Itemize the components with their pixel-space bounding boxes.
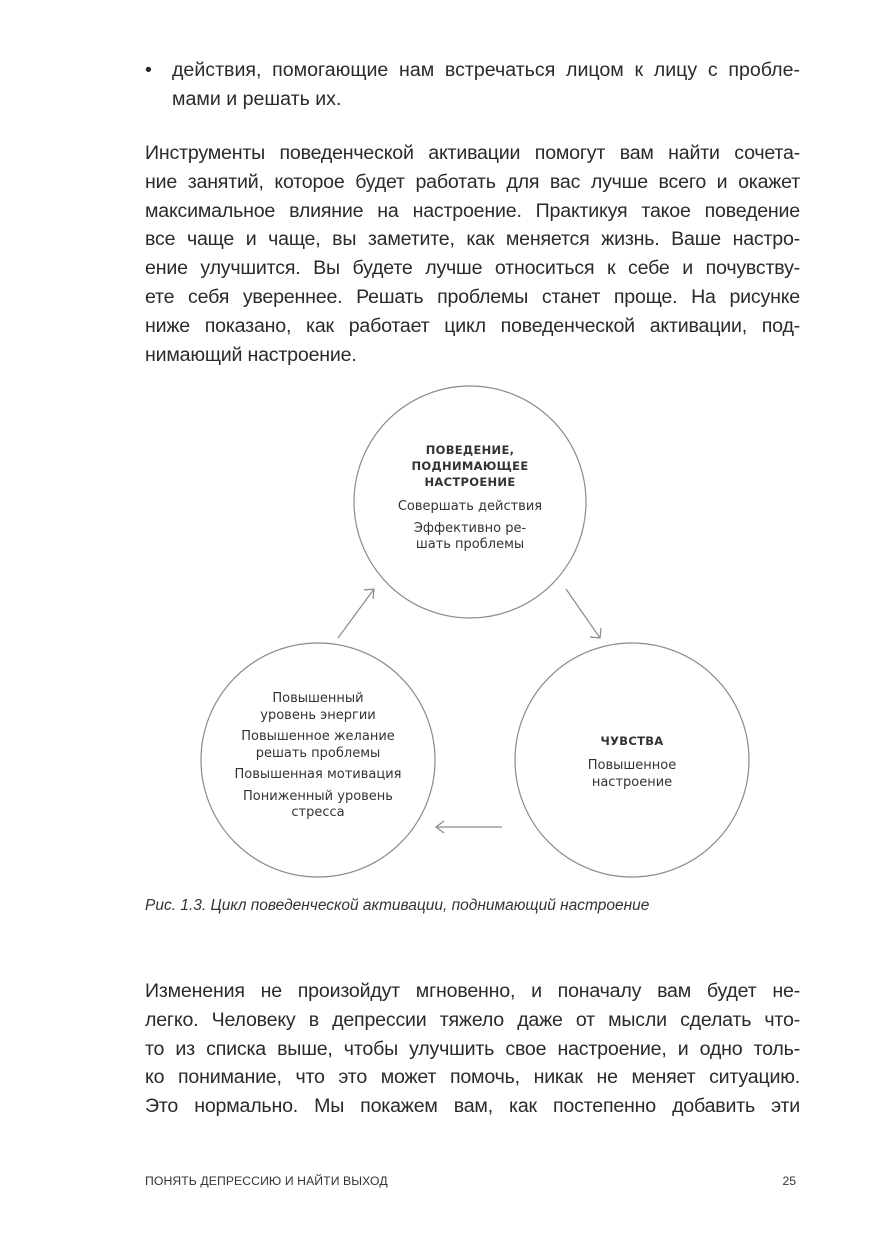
text-line: действия, помогающие нам встречаться лицом к лицу с пробле- <box>172 59 800 81</box>
item-line: Эффективно ре- <box>413 520 527 536</box>
item-line: Пониженный уровень <box>243 788 393 804</box>
bullet-marker: • <box>145 59 152 81</box>
title-line: ПОДНИМАЮЩЕЕ <box>411 459 529 473</box>
text-line: нимающий настроение. <box>145 343 357 366</box>
text-line: ниже показано, как работает цикл поведенческой активации, под- <box>145 314 800 337</box>
item-line: решать проблемы <box>255 745 381 761</box>
text-line: ение улучшится. Вы будете лучше относиться к себе и почувству- <box>145 257 800 280</box>
figure-caption: Рис. 1.3. Цикл поведенческой активации, поднимающий настроение <box>145 897 650 914</box>
item-line: настроение <box>591 774 673 790</box>
text-line: максимальное влияние на настроение. Практикуя такое поведение <box>145 199 800 222</box>
circle-item <box>370 499 570 516</box>
item-line: Совершать действия <box>397 499 543 514</box>
text-line: Изменения не произойдут мгновенно, и поначалу вам будет не- <box>145 980 800 1002</box>
right-circle-title <box>532 733 732 749</box>
item-line: Повышенная мотивация <box>234 767 402 782</box>
circle-item <box>208 767 428 784</box>
right-circle-label <box>532 733 732 791</box>
title-line: ЧУВСТВА <box>600 734 664 748</box>
running-footer-title: ПОНЯТЬ ДЕПРЕССИЮ И НАЙТИ ВЫХОД <box>145 1174 388 1188</box>
text-line: ние занятий, которое будет работать для вас лучше всего и окажет <box>145 170 800 193</box>
item-line: стресса <box>291 805 345 820</box>
item-line: уровень энергии <box>260 707 376 723</box>
item-line: Повышенное <box>587 758 677 773</box>
circle-item <box>208 691 428 724</box>
text-line: Инструменты поведенческой активации помогут вам найти сочета- <box>145 142 800 164</box>
left-circle-label <box>208 691 428 822</box>
item-line: Повышенное желание <box>241 729 395 744</box>
text-line: ете себя увереннее. Решать проблемы станет проще. На рисунке <box>145 285 800 308</box>
text-line: то из списка выше, чтобы улучшить свое настроение, и одно толь- <box>145 1037 800 1060</box>
title-line: ПОВЕДЕНИЕ, <box>425 443 515 457</box>
circle-item <box>208 729 428 762</box>
circle-item <box>532 758 732 791</box>
arrow-left-to-top <box>338 589 374 638</box>
title-line: НАСТРОЕНИЕ <box>424 475 516 489</box>
text-line: Это нормально. Мы покажем вам, как постепенно добавить эти <box>145 1095 800 1118</box>
text-line: мами и решать их. <box>172 87 342 110</box>
circle-item <box>370 521 570 554</box>
text-line: все чаще и чаще, вы заметите, как меняется жизнь. Ваше настро- <box>145 228 800 251</box>
page-number: 25 <box>782 1174 796 1188</box>
top-circle-title <box>370 442 570 490</box>
arrow-right-to-left <box>436 821 502 833</box>
text-line: ко понимание, что это может помочь, никак не меняет ситуацию. <box>145 1066 800 1089</box>
item-line: Повышенный <box>272 691 364 706</box>
text-line: легко. Человеку в депрессии тяжело даже от мысли сделать что- <box>145 1008 800 1031</box>
top-circle-label <box>370 442 570 554</box>
arrow-top-to-right <box>566 589 601 638</box>
item-line: шать проблемы <box>415 537 525 552</box>
circle-item <box>208 789 428 822</box>
paragraph-changes <box>145 977 800 1121</box>
